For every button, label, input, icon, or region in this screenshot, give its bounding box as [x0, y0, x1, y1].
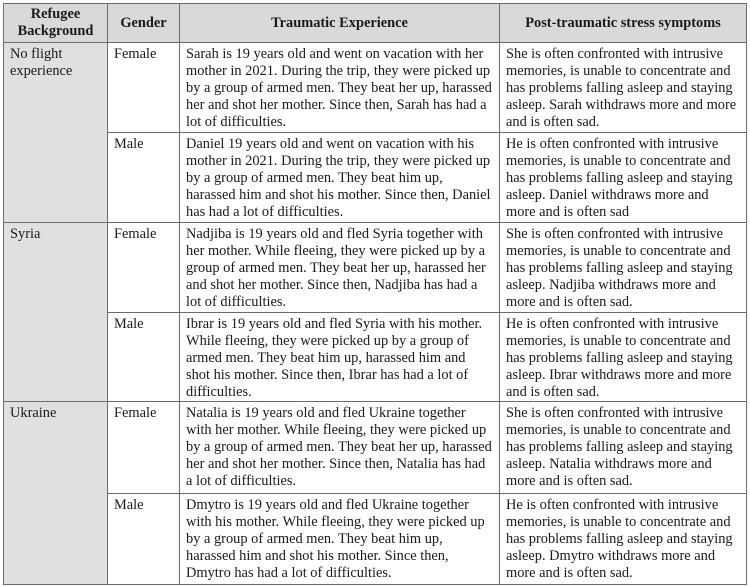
gender-cell: Male	[108, 494, 180, 585]
table-row	[4, 402, 747, 494]
gender-cell: Male	[108, 313, 180, 402]
symptoms-cell: He is often confronted with intrusive memories, is unable to concentrate and has problems falling asleep and staying asleep. Dmytro withdraws more and more and is often sad.	[500, 494, 747, 585]
vignette-table	[3, 3, 747, 585]
gender-cell: Female	[108, 223, 180, 313]
experience-cell: Natalia is 19 years old and fled Ukraine together with her mother. While fleeing, they were picked up by a group of armed men. They beat her up, harassed her and shot her mother. Since then, Natalia has had a lot of difficulties.	[180, 402, 500, 494]
header-symptoms: Post-traumatic stress symptoms	[500, 4, 747, 43]
experience-cell: Ibrar is 19 years old and fled Syria with his mother. While fleeing, they were picked up by a group of armed men. They beat him up, harassed him and shot his mother. Since then, Ibrar has had a lot of difficulties.	[180, 313, 500, 402]
table-row	[4, 43, 747, 133]
header-gender: Gender	[108, 4, 180, 43]
experience-cell: Sarah is 19 years old and went on vacation with her mother in 2021. During the trip, they were picked up by a group of armed men. They beat her up, harassed her and shot her mother. Since then, Sarah has had a lot of difficulties.	[180, 43, 500, 133]
table-row	[4, 494, 747, 585]
background-cell: Ukraine	[4, 402, 108, 585]
symptoms-cell: He is often confronted with intrusive memories, is unable to concentrate and has problems falling asleep and staying asleep. Daniel withdraws more and more and is often sad	[500, 133, 747, 223]
gender-cell: Female	[108, 43, 180, 133]
table-row	[4, 313, 747, 402]
experience-cell: Dmytro is 19 years old and fled Ukraine together with his mother. While fleeing, they were picked up by a group of armed men. They beat him up, harassed him and shot his mother. Since then, Dmytro has had a lot of difficulties.	[180, 494, 500, 585]
symptoms-cell: She is often confronted with intrusive memories, is unable to concentrate and has problems falling asleep and staying asleep. Nadjiba withdraws more and more and is often sad.	[500, 223, 747, 313]
symptoms-cell: He is often confronted with intrusive memories, is unable to concentrate and has problems falling asleep and staying asleep. Ibrar withdraws more and more and is often sad.	[500, 313, 747, 402]
table-row	[4, 223, 747, 313]
header-experience: Traumatic Experience	[180, 4, 500, 43]
background-cell: No flight experience	[4, 43, 108, 223]
experience-cell: Nadjiba is 19 years old and fled Syria together with her mother. While fleeing, they were picked up by a group of armed men. They beat her up, harassed her and shot her mother. Since then, Nadjiba has had a lot of difficulties.	[180, 223, 500, 313]
gender-cell: Female	[108, 402, 180, 494]
table-row	[4, 133, 747, 223]
header-background: Refugee Background	[4, 4, 108, 43]
experience-cell: Daniel 19 years old and went on vacation with his mother in 2021. During the trip, they were picked up by a group of armed men. They beat him up, harassed him and shot his mother. Since then, Daniel has had a lot of difficulties.	[180, 133, 500, 223]
symptoms-cell: She is often confronted with intrusive memories, is unable to concentrate and has problems falling asleep and staying asleep. Sarah withdraws more and more and is often sad.	[500, 43, 747, 133]
header-row	[4, 4, 747, 43]
gender-cell: Male	[108, 133, 180, 223]
background-cell: Syria	[4, 223, 108, 402]
symptoms-cell: She is often confronted with intrusive memories, is unable to concentrate and has problems falling asleep and staying asleep. Natalia withdraws more and more and is often sad.	[500, 402, 747, 494]
